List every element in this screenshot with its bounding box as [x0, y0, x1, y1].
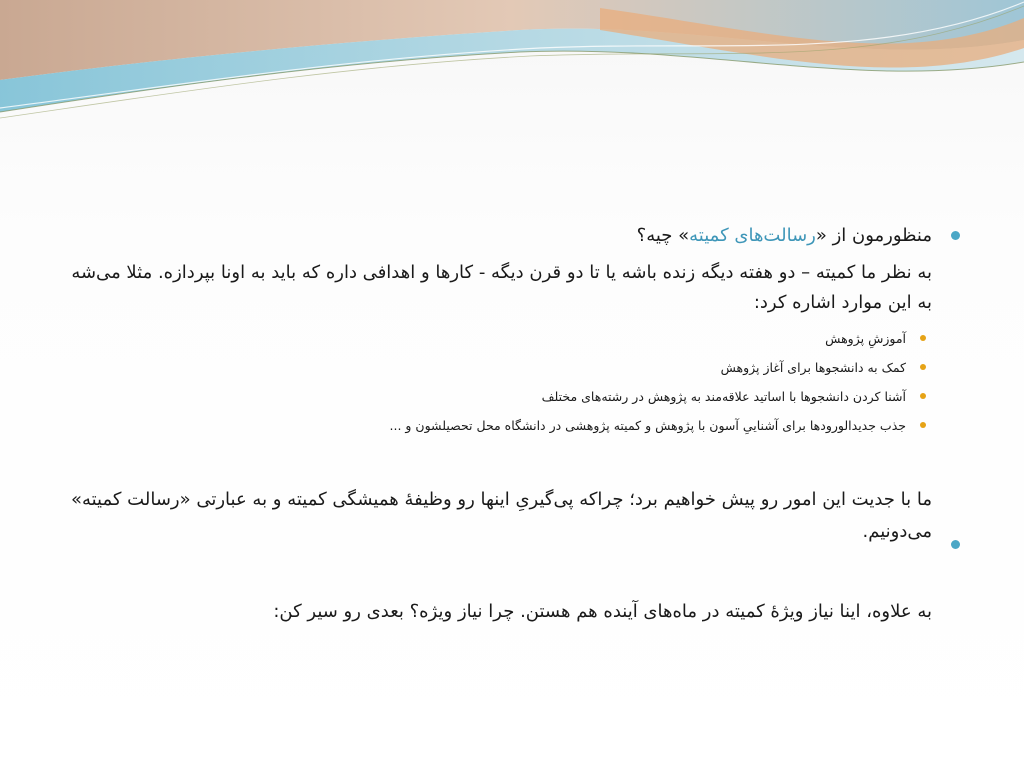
sub-bullet-icon [920, 393, 926, 399]
bullet-dot-icon [951, 540, 960, 549]
goals-list [57, 324, 932, 440]
sub-bullet-icon [920, 422, 926, 428]
question-after: » چیه؟ [636, 225, 690, 246]
list-item-text: آشنا کردن دانشجوها با اساتید علاقه‌مند به پژوهش در رشته‌های مختلف [541, 389, 906, 404]
list-item-text: کمک به دانشجوها برای آغاز پژوهش [720, 360, 906, 375]
header-wave-decoration [0, 0, 1024, 130]
question-before: منظورمون از « [815, 225, 932, 246]
paragraph-special-need: به علاوه، اینا نیاز ویژهٔ کمیته در ماه‌های آینده هم هستن. چرا نیاز ویژه؟ بعدی رو سیر کن: [273, 601, 932, 622]
list-item [57, 324, 906, 353]
question-heading [57, 218, 932, 254]
bullet-question [57, 218, 932, 440]
bullet-mission [57, 484, 932, 628]
list-item-text: جذب جدیدالورودها برای آشناییِ آسون با پژوهش و کمیته پژوهشی در دانشگاه محل تحصیلشون و ... [389, 418, 906, 433]
list-item [57, 411, 906, 440]
paragraph-committee-goals: به نظر ما کمیته – دو هفته دیگه زنده باشه یا تا دو قرن دیگه - کارها و اهدافی داره که باید به اونا بپردازه. مثلا می‌شه به این موارد اشاره کرد: [71, 262, 932, 313]
sub-bullet-icon [920, 335, 926, 341]
question-accent-term: رسالت‌های کمیته [689, 225, 816, 246]
sub-bullet-icon [920, 364, 926, 370]
paragraph-mission: ما با جدیت این امور رو پیش خواهیم برد؛ چراکه پی‌گیریِ اینها رو وظیفهٔ همیشگی کمیته و به عبارتی «رسالت کمیته» می‌دونیم. [70, 489, 932, 542]
list-item [57, 382, 906, 411]
bullet-dot-icon [951, 231, 960, 240]
list-item [57, 353, 906, 382]
slide-content [57, 218, 932, 628]
list-item-text: آموزشِ پژوهش [825, 331, 906, 346]
